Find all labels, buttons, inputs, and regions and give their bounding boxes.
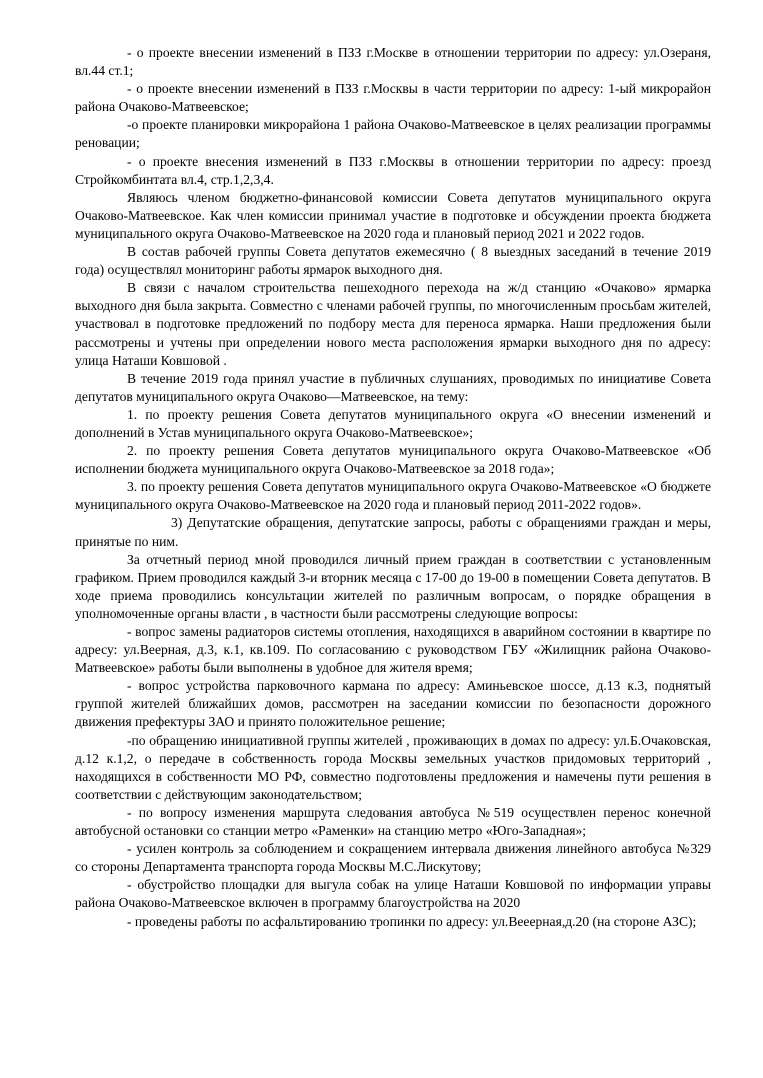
paragraph-8: В течение 2019 года принял участие в публичных слушаниях, проводимых по инициативе Совета депутатов муниципального округа Очаково—Матвеевское, на тему: [75,370,711,404]
paragraph-9: 1. по проекту решения Совета депутатов муниципального округа «О внесении изменений и дополнений в Устав муниципального округа Очаково-Матвеевское»; [75,406,711,440]
paragraph-3: -о проекте планировки микрорайона 1 района Очаково-Матвеевское в целях реализации программы реновации; [75,117,711,151]
paragraph-16: -по обращению инициативной группы жителей , проживающих в домах по адресу: ул.Б.Очаковская, д.12 к.1,2, о передаче в собственность города Москвы земельных участков придомовых территорий , находящихся в собственности МО РФ, совместно подготовлены предложения и намечены пути решения в соответствии с действующим законодательством; [75,732,711,802]
paragraph-17: - по вопросу изменения маршрута следования автобуса №519 осуществлен перенос конечной автобусной остановки со станции метро «Раменки» на станцию метро «Юго-Западная»; [75,804,711,839]
paragraph-18: - усилен контроль за соблюдением и сокращением интервала движения линейного автобуса №329 со стороны Департамента транспорта города Москвы М.С.Лискутову; [75,841,711,875]
paragraph-19: - обустройство площадки для выгула собак на улице Наташи Ковшовой по информации управы района Очаково-Матвеевское включен в программу благоустройства на 2020 [75,877,711,911]
paragraph-15: - вопрос устройства парковочного кармана по адресу: Аминьевское шоссе, д.13 к.3, поднятый группой жителей ближайших домов, рассмотрен на заседании комиссии по безопасности дорожного движения префектуры ЗАО и принято положительное решение; [75,678,711,730]
paragraph-20: - проведены работы по асфальтированию тропинки по адресу: ул.Вееерная,д.20 (на стороне АЗС); [127,913,697,929]
paragraph-11: 3. по проекту решения Совета депутатов муниципального округа Очаково-Матвеевское «О бюджете муниципального округа Очаково-Матвеевское на 2020 года и плановый период 2011-2022 годов». [75,479,711,513]
paragraph-1: - о проекте внесении изменений в ПЗЗ г.Москве в отношении территории по адресу: ул.Озераня, вл.44 ст.1; [75,45,711,79]
section-heading: 3) Депутатские обращения, депутатские запросы, работы с обращениями граждан и меры, принятые по ним. [75,515,711,549]
paragraph-10: 2. по проекту решения Совета депутатов муниципального округа Очаково-Матвеевское «Об исполнении бюджета муниципального округа Очаково-Матвеевское за 2018 года»; [75,443,711,477]
paragraph-6: В состав рабочей группы Совета депутатов ежемесячно ( 8 выездных заседаний в течение 2019 года) осуществлял мониторинг работы ярмарок выходного дня. [75,244,711,278]
paragraph-2: - о проекте внесении изменений в ПЗЗ г.Москвы в части территории по адресу: 1-ый микрорайон района Очаково-Матвеевское; [75,81,711,115]
paragraph-4: - о проекте внесения изменений в ПЗЗ г.Москвы в отношении территории по адресу: проезд Стройкомбинтата вл.4, стр.1,2,3,4. [75,153,711,187]
paragraph-14: - вопрос замены радиаторов системы отопления, находящихся в аварийном состоянии в квартире по адресу: ул.Веерная, д.3, к.1, кв.109. По согласованию с руководством ГБУ «Жилищник района Очаково-Матвеевское» работы были выполнены в удобное для жителя время; [75,624,711,676]
paragraph-7: В связи с началом строительства пешеходного перехода на ж/д станцию «Очаково» ярмарка выходного дня была закрыта. Совместно с членами рабочей группы, по многочисленным просьбам жителей, участвовал в подготовке предложений по подбору места для переноса ярмарка. Наши предложения были рассмотрены и учтены при определении нового места расположения ярмарки выходного дня по адресу: улица Наташи Ковшовой . [75,280,711,368]
paragraph-13: За отчетный период мной проводился личный прием граждан в соответствии с установленным графиком. Прием проводился каждый 3-и вторник месяца с 17-00 до 19-00 в помещении Совета депутатов. В ходе приема проводились консультации жителей по различным вопросам, о порядке обращения в уполномоченные органы власти , в частности были рассмотрены следующие вопросы: [75,551,711,621]
document-page [75,44,711,931]
paragraph-5: Являюсь членом бюджетно-финансовой комиссии Совета депутатов муниципального округа Очаково-Матвеевское. Как член комиссии принимал участие в подготовке и обсуждении проекта бюджета муниципального округа Очаково-Матвеевское на 2020 года и плановый период 2021 и 2022 годов. [75,189,711,241]
